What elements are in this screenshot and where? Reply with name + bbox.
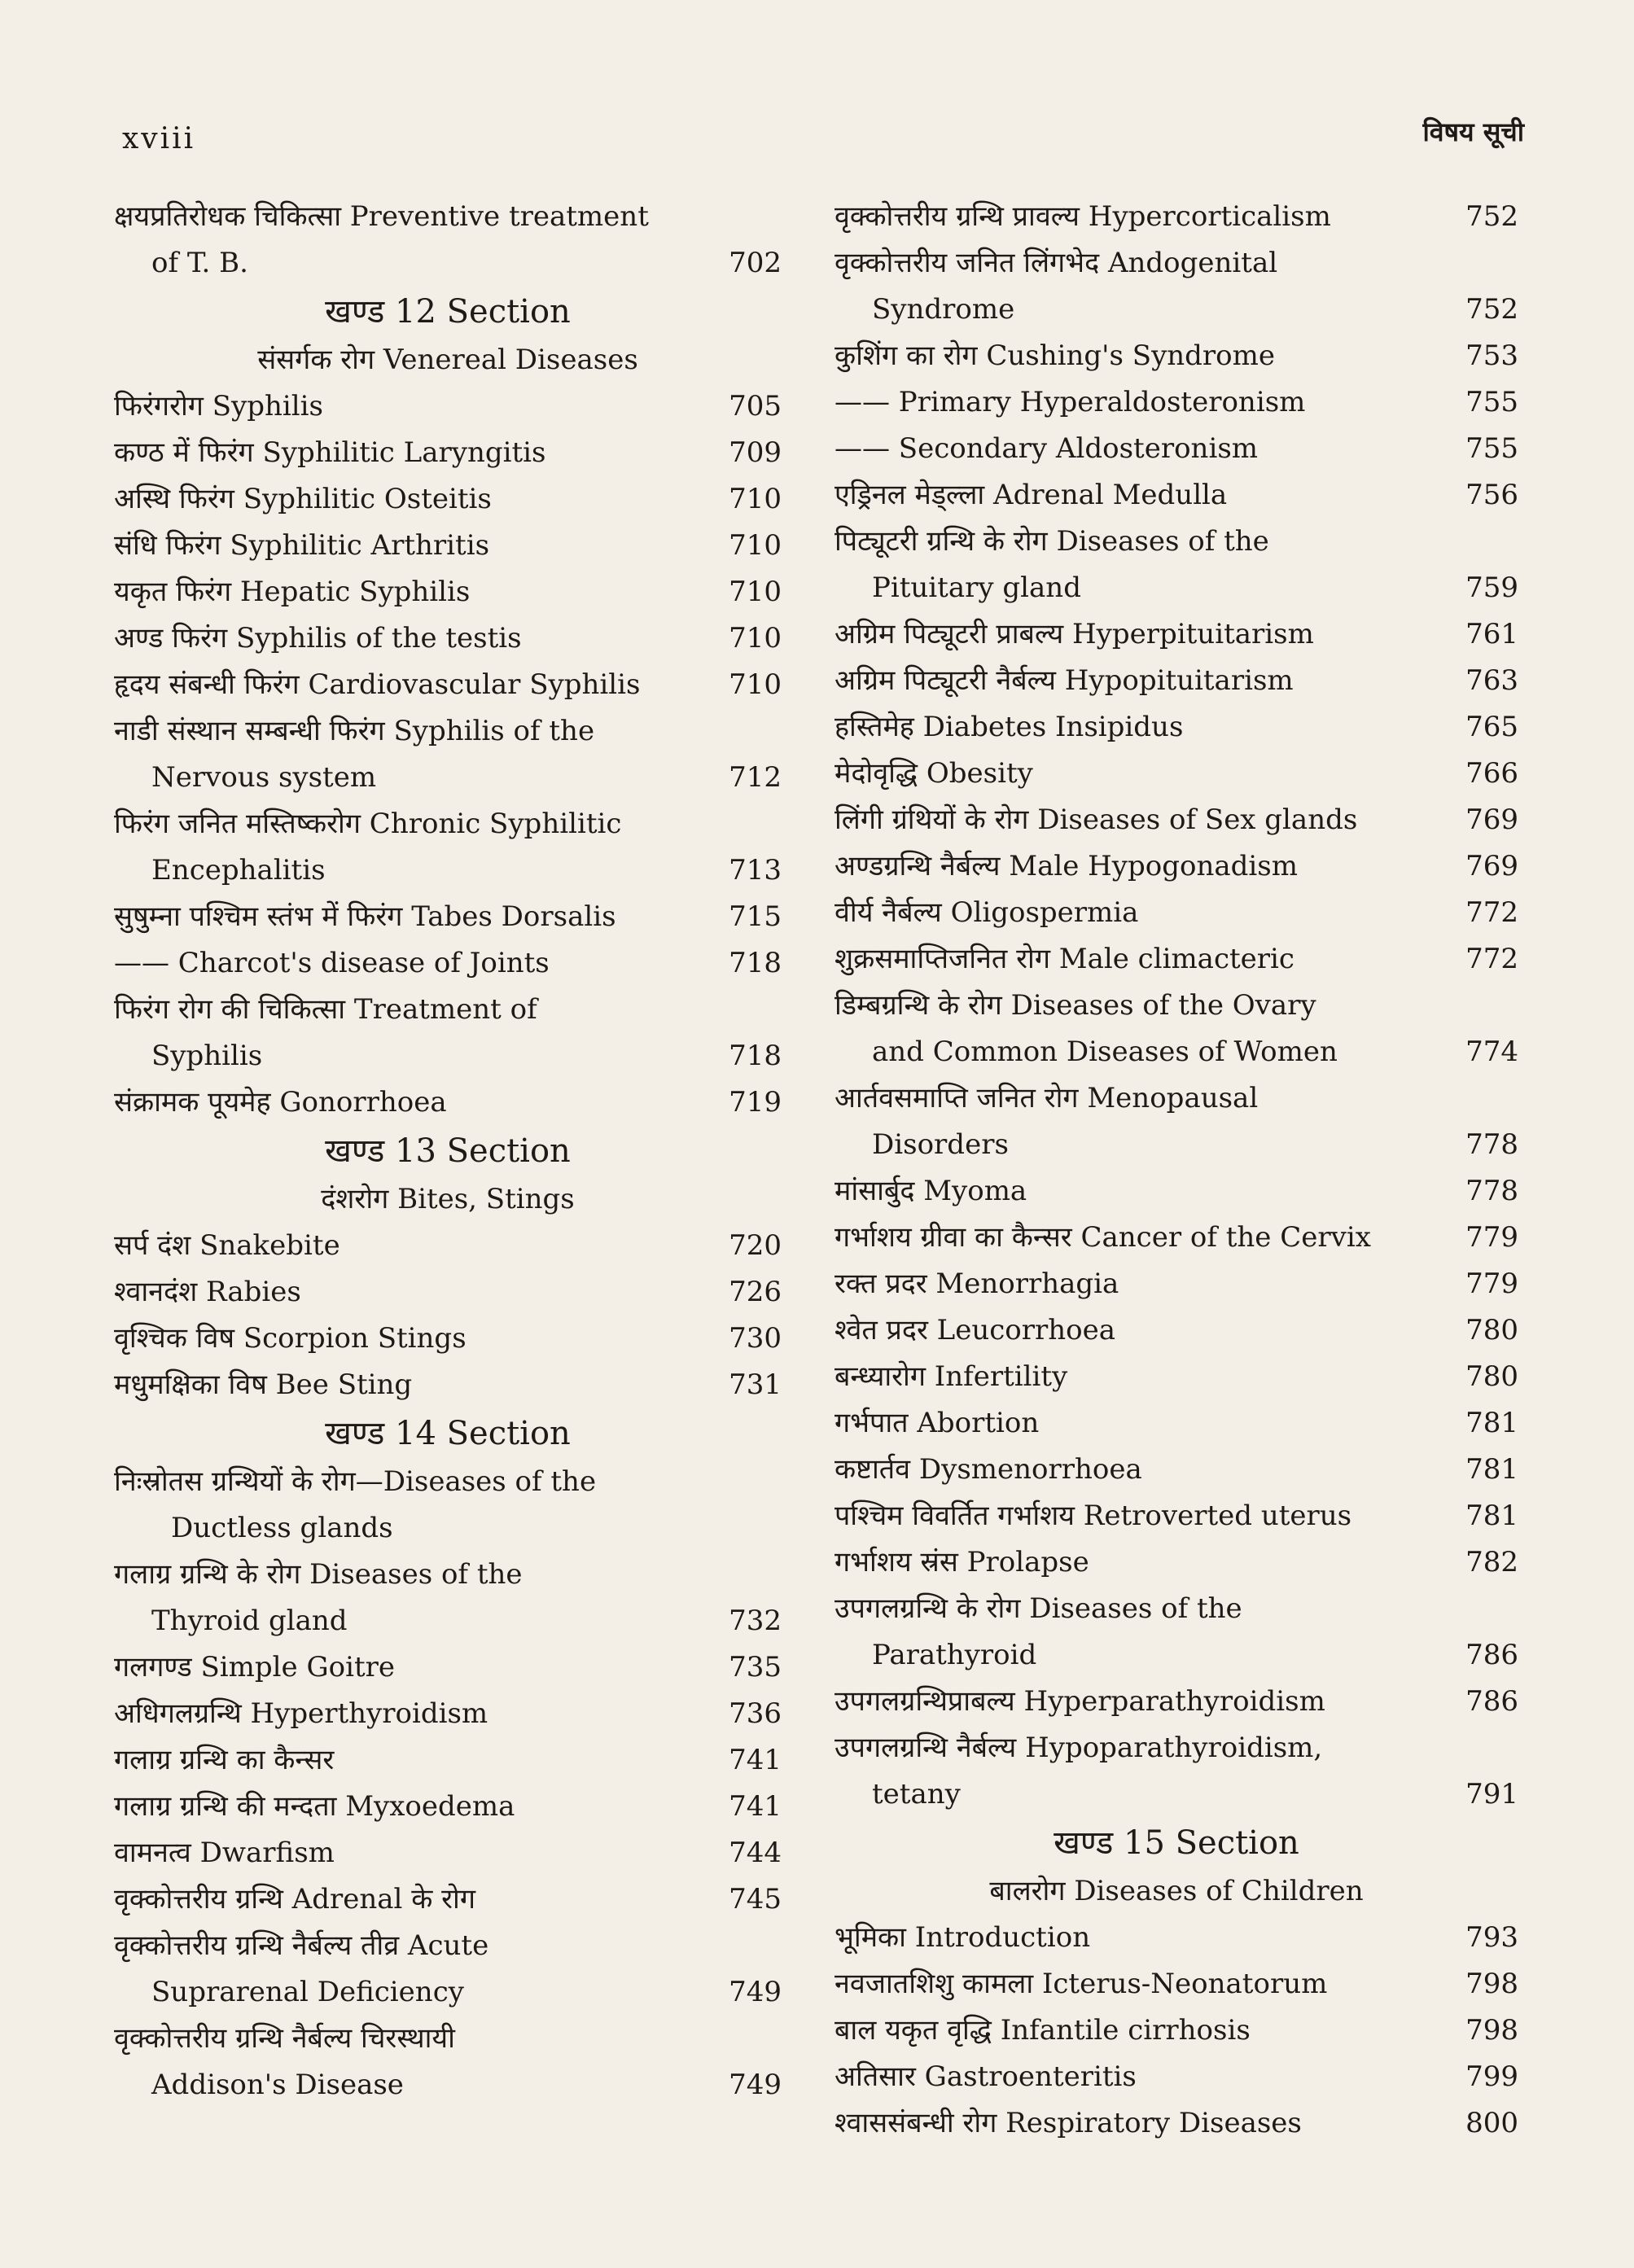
toc-entry-text: लिंगी ग्रंथियों के रोग Diseases of Sex glands — [835, 803, 1358, 836]
toc-entry-text: गर्भपात Abortion — [835, 1407, 1040, 1439]
toc-entry — [835, 1029, 1518, 1075]
toc-entry-text: Ductless glands — [171, 1512, 393, 1544]
toc-entry-text: अग्रिम पिट्यूटरी नैर्बल्य Hypopituitarism — [835, 664, 1294, 697]
toc-entry-text: डिम्बग्रन्थि के रोग Diseases of the Ovary — [835, 989, 1316, 1022]
toc-page-number: 730 — [729, 1322, 782, 1355]
toc-left-column — [114, 194, 782, 2108]
toc-entry — [835, 1725, 1518, 1771]
running-header-title: विषय सूची — [1422, 116, 1524, 147]
toc-entry — [114, 615, 782, 662]
toc-entry — [835, 843, 1518, 890]
toc-entry-text: Syndrome — [872, 293, 1015, 326]
toc-entry-text: नवजातशिशु कामला Icterus-Neonatorum — [835, 1968, 1328, 2000]
section-heading — [114, 1176, 782, 1223]
toc-entry — [114, 1552, 782, 1598]
toc-page-number: 799 — [1465, 2060, 1518, 2093]
toc-entry — [835, 2054, 1518, 2100]
toc-page-number: 778 — [1465, 1175, 1518, 1207]
toc-entry-text: नाडी संस्थान सम्बन्धी फिरंग Syphilis of the — [114, 715, 595, 747]
toc-entry-text: Disorders — [872, 1128, 1009, 1161]
toc-page-number: 719 — [729, 1086, 782, 1119]
toc-entry-text: दंशरोग Bites, Stings — [321, 1183, 575, 1215]
toc-entry — [114, 194, 782, 240]
toc-entry-text: अण्डग्रन्थि नैर्बल्य Male Hypogonadism — [835, 850, 1298, 882]
toc-entry-text: गलाग्र ग्रन्थि की मन्दता Myxoedema — [114, 1790, 515, 1823]
toc-entry — [114, 708, 782, 755]
toc-entry — [114, 1923, 782, 1969]
toc-page-number: 779 — [1465, 1221, 1518, 1254]
toc-page-number: 745 — [729, 1883, 782, 1916]
toc-entry — [835, 1493, 1518, 1539]
toc-page-number: 772 — [1465, 943, 1518, 975]
toc-entry — [114, 476, 782, 523]
toc-page-number: 780 — [1465, 1314, 1518, 1346]
toc-page-number: 712 — [729, 761, 782, 794]
toc-page-number: 769 — [1465, 803, 1518, 836]
toc-entry — [114, 662, 782, 708]
toc-entry-text: वृक्कोत्तरीय जनित लिंगभेद Andogenital — [835, 247, 1278, 279]
toc-entry-text: अग्रिम पिट्यूटरी प्राबल्य Hyperpituitarism — [835, 618, 1314, 650]
toc-page-number: 731 — [729, 1368, 782, 1401]
toc-entry-text: अण्ड फिरंग Syphilis of the testis — [114, 622, 522, 655]
page-number: xviii — [122, 122, 196, 155]
toc-page-number: 782 — [1465, 1546, 1518, 1578]
toc-entry-text: उपगलग्रन्थि के रोग Diseases of the — [835, 1592, 1242, 1625]
toc-entry-text: खण्ड 15 Section — [1054, 1824, 1299, 1862]
toc-entry — [835, 1122, 1518, 1168]
toc-entry-text: वृश्चिक विष Scorpion Stings — [114, 1322, 467, 1355]
toc-entry — [835, 1447, 1518, 1493]
toc-entry-text: वृक्कोत्तरीय ग्रन्थि Adrenal के रोग — [114, 1883, 475, 1916]
toc-entry — [114, 940, 782, 987]
toc-entry-text: गलाग्र ग्रन्थि के रोग Diseases of the — [114, 1558, 523, 1591]
toc-entry-text: Nervous system — [151, 761, 377, 794]
toc-entry-text: हृदय संबन्धी फिरंग Cardiovascular Syphilis — [114, 668, 641, 701]
toc-entry — [835, 194, 1518, 240]
toc-entry — [835, 1632, 1518, 1679]
toc-entry — [114, 2062, 782, 2108]
toc-entry-text: संक्रामक पूयमेह Gonorrhoea — [114, 1086, 447, 1119]
toc-entry — [114, 569, 782, 615]
toc-entry — [835, 1961, 1518, 2007]
toc-entry — [835, 565, 1518, 611]
toc-entry-text: tetany — [872, 1778, 961, 1810]
toc-entry — [114, 1079, 782, 1126]
toc-entry — [114, 1969, 782, 2016]
toc-page-number: 741 — [729, 1744, 782, 1776]
toc-entry — [835, 1354, 1518, 1400]
toc-entry — [835, 2100, 1518, 2147]
toc-entry — [114, 383, 782, 430]
toc-entry — [835, 1168, 1518, 1215]
toc-entry — [835, 983, 1518, 1029]
toc-entry — [114, 1459, 782, 1505]
toc-entry — [835, 1307, 1518, 1354]
toc-entry-text: फिरंग रोग की चिकित्सा Treatment of — [114, 993, 537, 1026]
toc-entry — [835, 1771, 1518, 1818]
toc-entry — [835, 936, 1518, 983]
toc-entry-text: सर्प दंश Snakebite — [114, 1229, 340, 1262]
toc-entry — [835, 704, 1518, 751]
toc-entry-text: हस्तिमेह Diabetes Insipidus — [835, 711, 1184, 743]
toc-entry-text: बाल यकृत वृद्धि Infantile cirrhosis — [835, 2014, 1251, 2047]
toc-entry-text: श्वानदंश Rabies — [114, 1276, 301, 1308]
toc-page-number: 710 — [729, 529, 782, 562]
toc-entry — [835, 2007, 1518, 2054]
toc-entry — [114, 1269, 782, 1316]
toc-entry-text: वृक्कोत्तरीय ग्रन्थि प्रावल्य Hypercorticalism — [835, 200, 1331, 233]
toc-entry — [114, 1784, 782, 1830]
toc-page-number: 726 — [729, 1276, 782, 1308]
toc-page-number: 756 — [1465, 479, 1518, 511]
toc-entry-text: बालरोग Diseases of Children — [989, 1875, 1364, 1907]
toc-entry-text: निःस्रोतस ग्रन्थियों के रोग—Diseases of the — [114, 1465, 597, 1498]
toc-entry-text: एड्रिनल मेड्ल्ला Adrenal Medulla — [835, 479, 1228, 511]
toc-entry — [835, 379, 1518, 426]
toc-page-number: 744 — [729, 1837, 782, 1869]
toc-entry-text: संधि फिरंग Syphilitic Arthritis — [114, 529, 490, 562]
toc-page-number: 779 — [1465, 1268, 1518, 1300]
toc-page-number: 702 — [729, 247, 782, 279]
toc-entry — [114, 894, 782, 940]
toc-page-number: 735 — [729, 1651, 782, 1683]
toc-page-number: 774 — [1465, 1035, 1518, 1068]
toc-entry-text: Syphilis — [151, 1040, 263, 1072]
toc-entry — [114, 1830, 782, 1876]
toc-entry-text: —— Secondary Aldosteronism — [835, 432, 1259, 465]
toc-entry-text: रक्त प्रदर Menorrhagia — [835, 1268, 1119, 1300]
toc-entry — [835, 287, 1518, 333]
toc-entry-text: श्वाससंबन्धी रोग Respiratory Diseases — [835, 2107, 1302, 2139]
toc-page-number: 761 — [1465, 618, 1518, 650]
toc-entry-text: Thyroid gland — [151, 1605, 348, 1637]
toc-page-number: 709 — [729, 436, 782, 469]
toc-entry-text: गर्भाशय स्रंस Prolapse — [835, 1546, 1089, 1578]
toc-page-number: 715 — [729, 900, 782, 933]
toc-page-number: 791 — [1465, 1778, 1518, 1810]
toc-page-number: 718 — [729, 947, 782, 979]
toc-entry-text: गर्भाशय ग्रीवा का कैन्सर Cancer of the Cervix — [835, 1221, 1371, 1254]
toc-entry-text: —— Primary Hyperaldosteronism — [835, 386, 1306, 418]
toc-entry — [114, 1876, 782, 1923]
toc-page-number: 749 — [729, 2069, 782, 2101]
toc-entry — [114, 1505, 782, 1552]
toc-entry — [114, 1362, 782, 1408]
toc-entry — [114, 1598, 782, 1644]
toc-entry — [114, 847, 782, 894]
toc-entry — [835, 472, 1518, 519]
toc-entry — [835, 519, 1518, 565]
toc-page-number: 752 — [1465, 200, 1518, 233]
toc-entry-text: वीर्य नैर्बल्य Oligospermia — [835, 896, 1139, 929]
toc-entry-text: बन्ध्यारोग Infertility — [835, 1360, 1068, 1393]
toc-entry-text: Addison's Disease — [151, 2069, 404, 2101]
toc-entry-text: फिरंग जनित मस्तिष्करोग Chronic Syphilitic — [114, 808, 622, 840]
toc-entry — [835, 1915, 1518, 1961]
toc-entry-text: गलगण्ड Simple Goitre — [114, 1651, 395, 1683]
toc-entry-text: उपगलग्रन्थि नैर्बल्य Hypoparathyroidism, — [835, 1732, 1323, 1764]
toc-entry-text: यकृत फिरंग Hepatic Syphilis — [114, 576, 471, 608]
toc-entry-text: —— Charcot's disease of Joints — [114, 947, 550, 979]
toc-page-number: 732 — [729, 1605, 782, 1637]
toc-page-number: 705 — [729, 390, 782, 423]
section-heading — [114, 337, 782, 383]
toc-page-number: 710 — [729, 622, 782, 655]
section-heading — [114, 1126, 782, 1176]
toc-entry — [835, 1215, 1518, 1261]
section-heading — [114, 1408, 782, 1459]
toc-entry-text: वामनत्व Dwarfism — [114, 1837, 335, 1869]
toc-entry — [835, 611, 1518, 658]
toc-entry-text: Suprarenal Deficiency — [151, 1976, 464, 2008]
toc-entry-text: शुक्रसमाप्तिजनित रोग Male climacteric — [835, 943, 1294, 975]
toc-page-number: 718 — [729, 1040, 782, 1072]
toc-entry-text: and Common Diseases of Women — [872, 1035, 1338, 1068]
toc-entry-text: फिरंगरोग Syphilis — [114, 390, 323, 423]
toc-entry — [835, 240, 1518, 287]
toc-page-number: 786 — [1465, 1685, 1518, 1718]
toc-page-number: 710 — [729, 483, 782, 515]
toc-entry-text: श्वेत प्रदर Leucorrhoea — [835, 1314, 1116, 1346]
toc-page-number: 736 — [729, 1697, 782, 1730]
toc-page-number: 713 — [729, 854, 782, 887]
toc-entry-text: अस्थि फिरंग Syphilitic Osteitis — [114, 483, 492, 515]
toc-entry-text: अधिगलग्रन्थि Hyperthyroidism — [114, 1697, 488, 1730]
toc-page-number: 710 — [729, 576, 782, 608]
toc-entry-text: कष्टार्तव Dysmenorrhoea — [835, 1453, 1142, 1486]
toc-entry — [835, 1400, 1518, 1447]
toc-page-number: 800 — [1465, 2107, 1518, 2139]
toc-entry-text: भूमिका Introduction — [835, 1921, 1091, 1954]
toc-entry — [114, 987, 782, 1033]
section-heading — [114, 287, 782, 337]
toc-page-number: 755 — [1465, 386, 1518, 418]
toc-page-number: 772 — [1465, 896, 1518, 929]
toc-entry-text: आर्तवसमाप्ति जनित रोग Menopausal — [835, 1082, 1259, 1114]
toc-page-number: 720 — [729, 1229, 782, 1262]
toc-page-number: 755 — [1465, 432, 1518, 465]
toc-entry — [835, 1586, 1518, 1632]
toc-entry-text: कुशिंग का रोग Cushing's Syndrome — [835, 339, 1276, 372]
toc-entry — [835, 1539, 1518, 1586]
toc-entry-text: क्षयप्रतिरोधक चिकित्सा Preventive treatment — [114, 200, 649, 233]
toc-entry-text: संसर्गक रोग Venereal Diseases — [257, 344, 638, 376]
toc-entry-text: सुषुम्ना पश्चिम स्तंभ में फिरंग Tabes Dorsalis — [114, 900, 616, 933]
toc-page-number: 798 — [1465, 2014, 1518, 2047]
toc-entry — [114, 1223, 782, 1269]
toc-entry — [835, 751, 1518, 797]
section-heading — [835, 1818, 1518, 1868]
toc-entry-text: खण्ड 13 Section — [325, 1132, 571, 1170]
toc-page-number: 793 — [1465, 1921, 1518, 1954]
toc-entry — [835, 890, 1518, 936]
toc-entry-text: वृक्कोत्तरीय ग्रन्थि नैर्बल्य चिरस्थायी — [114, 2022, 455, 2055]
toc-entry-text: वृक्कोत्तरीय ग्रन्थि नैर्बल्य तीव्र Acute — [114, 1929, 489, 1962]
toc-page-number: 710 — [729, 668, 782, 701]
toc-entry — [114, 2016, 782, 2062]
toc-page-number: 763 — [1465, 664, 1518, 697]
toc-entry — [114, 1691, 782, 1737]
toc-entry-text: Parathyroid — [872, 1639, 1037, 1671]
toc-page-number: 765 — [1465, 711, 1518, 743]
toc-entry — [114, 1316, 782, 1362]
toc-entry — [835, 1261, 1518, 1307]
toc-page-number: 781 — [1465, 1500, 1518, 1532]
toc-entry — [835, 1679, 1518, 1725]
toc-entry — [114, 523, 782, 569]
toc-entry — [835, 426, 1518, 472]
toc-entry-text: मधुमक्षिका विष Bee Sting — [114, 1368, 413, 1401]
toc-entry — [835, 797, 1518, 843]
toc-entry-text: खण्ड 14 Section — [325, 1415, 571, 1452]
toc-entry — [114, 430, 782, 476]
toc-page-number: 778 — [1465, 1128, 1518, 1161]
toc-entry-text: गलाग्र ग्रन्थि का कैन्सर — [114, 1744, 335, 1776]
toc-entry-text: Pituitary gland — [872, 571, 1081, 604]
toc-right-column — [835, 194, 1518, 2147]
toc-page-number: 741 — [729, 1790, 782, 1823]
toc-entry-text: कण्ठ में फिरंग Syphilitic Laryngitis — [114, 436, 546, 469]
toc-page-number: 786 — [1465, 1639, 1518, 1671]
toc-entry-text: of T. B. — [151, 247, 248, 279]
toc-page-number: 766 — [1465, 757, 1518, 790]
toc-page-number: 769 — [1465, 850, 1518, 882]
toc-page-number: 798 — [1465, 1968, 1518, 2000]
toc-entry — [114, 1737, 782, 1784]
toc-page-number: 752 — [1465, 293, 1518, 326]
toc-entry — [114, 755, 782, 801]
toc-entry-text: पश्चिम विवर्तित गर्भाशय Retroverted uterus — [835, 1500, 1352, 1532]
toc-entry — [114, 1644, 782, 1691]
toc-entry-text: पिट्यूटरी ग्रन्थि के रोग Diseases of the — [835, 525, 1269, 558]
toc-entry — [835, 658, 1518, 704]
toc-entry-text: Encephalitis — [151, 854, 326, 887]
toc-page-number: 759 — [1465, 571, 1518, 604]
section-heading — [835, 1868, 1518, 1915]
toc-page-number: 781 — [1465, 1453, 1518, 1486]
toc-entry — [114, 801, 782, 847]
toc-entry-text: अतिसार Gastroenteritis — [835, 2060, 1137, 2093]
toc-page-number: 749 — [729, 1976, 782, 2008]
toc-page-number: 780 — [1465, 1360, 1518, 1393]
toc-page-number: 781 — [1465, 1407, 1518, 1439]
toc-entry — [835, 333, 1518, 379]
toc-entry-text: मेदोवृद्धि Obesity — [835, 757, 1033, 790]
toc-entry — [835, 1075, 1518, 1122]
toc-page-number: 753 — [1465, 339, 1518, 372]
toc-entry — [114, 240, 782, 287]
toc-entry — [114, 1033, 782, 1079]
toc-entry-text: उपगलग्रन्थिप्राबल्य Hyperparathyroidism — [835, 1685, 1325, 1718]
toc-entry-text: खण्ड 12 Section — [325, 293, 571, 331]
toc-entry-text: मांसार्बुद Myoma — [835, 1175, 1027, 1207]
